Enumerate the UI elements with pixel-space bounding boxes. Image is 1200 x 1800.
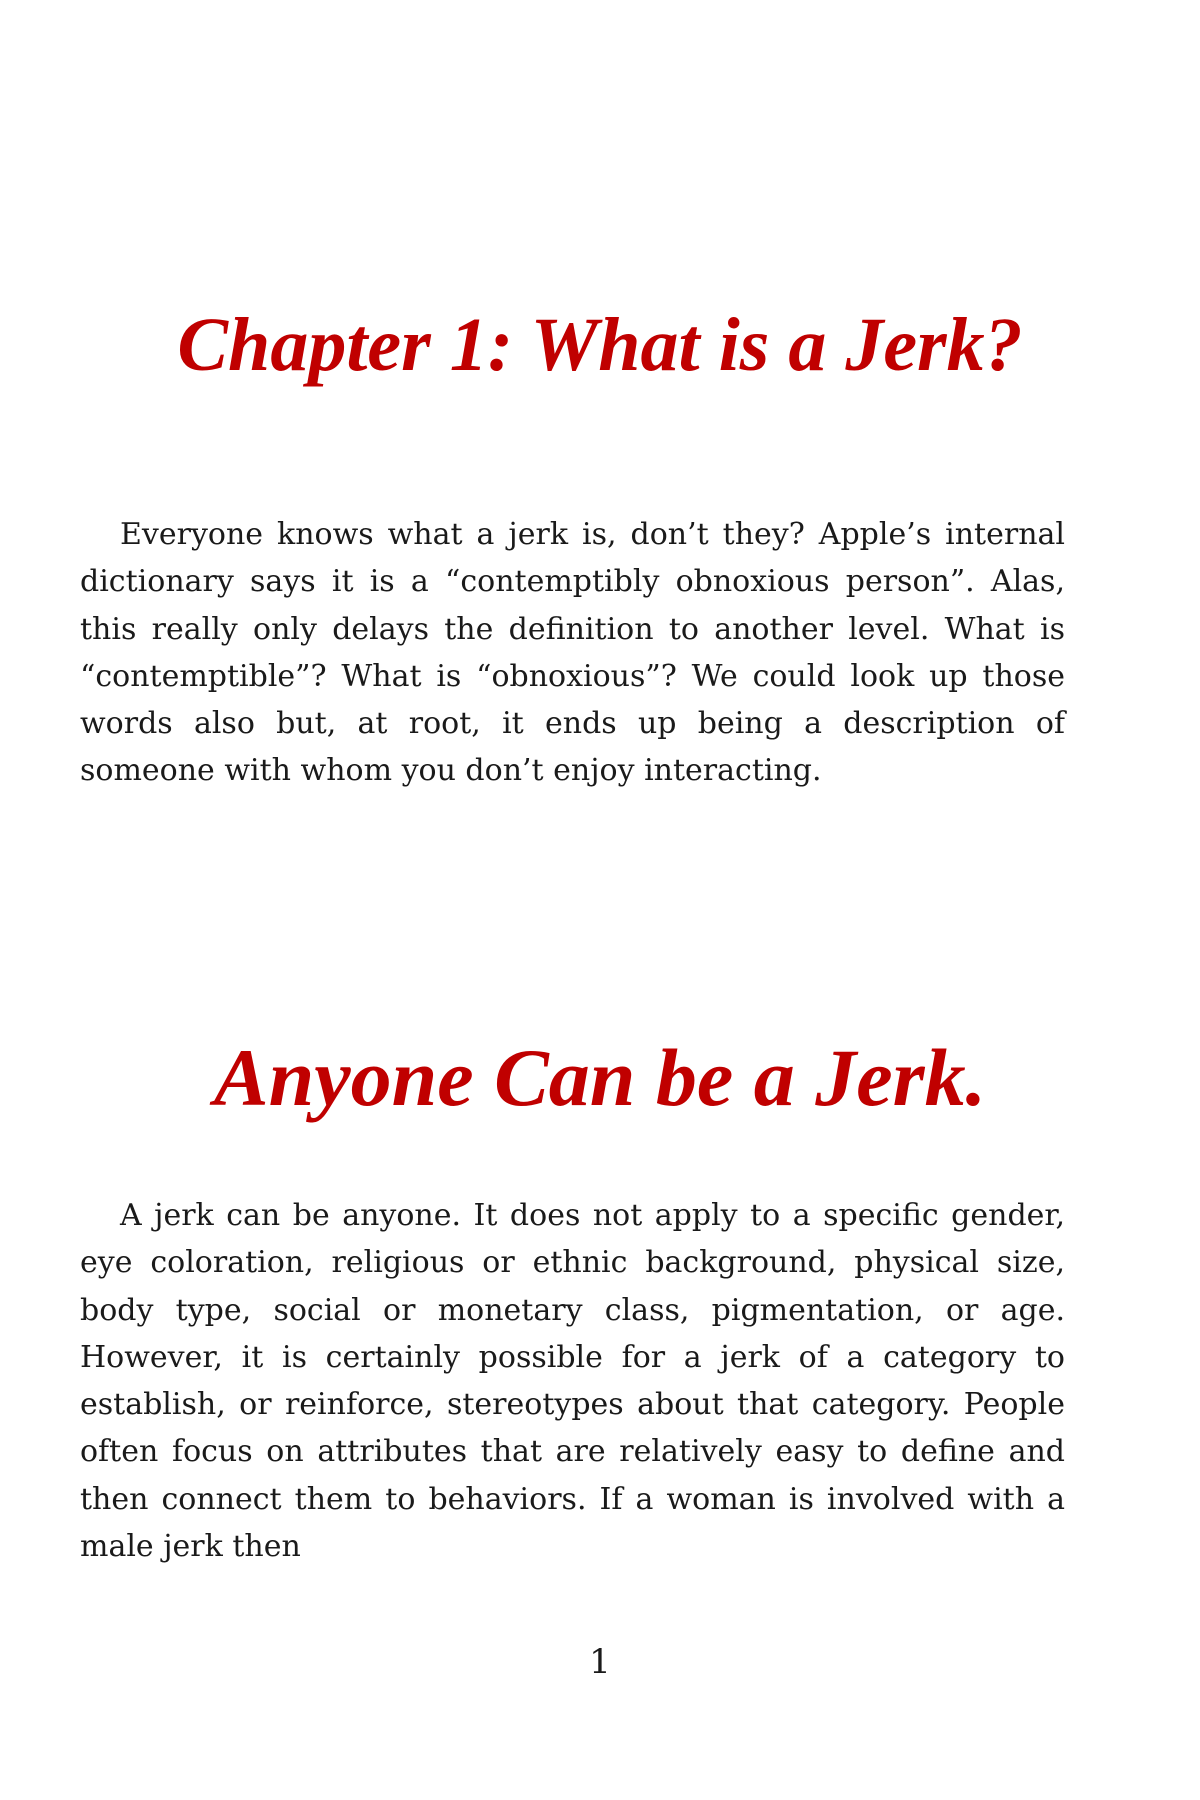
section-paragraph: A jerk can be anyone. It does not apply to a specific gender, eye coloration, religious or ethnic background, physical size, body type, social or monetary class, pigmentation, or age. However, it is certainly possible for a jerk of a category to establish, or reinforce, stereotypes about that category. People often focus on attributes that are relatively easy to define and then connect them to behaviors. If a woman is involved with a male jerk then [80, 1198, 1065, 1565]
chapter-title: Chapter 1: What is a Jerk? [177, 303, 1023, 387]
page-number: 1 [589, 1642, 611, 1682]
chapter-intro-paragraph: Everyone knows what a jerk is, don’t they? Apple’s internal dictionary says it is a “contemptibly obnoxious person”. Alas, this really only delays the definition to another level. What is “contemptible”? What is “obnoxious”? We could look up those words also but, at root, it ends up being a description of someone with whom you don’t enjoy interacting. [80, 517, 1065, 789]
section-title: Anyone Can be a Jerk. [213, 1032, 987, 1123]
